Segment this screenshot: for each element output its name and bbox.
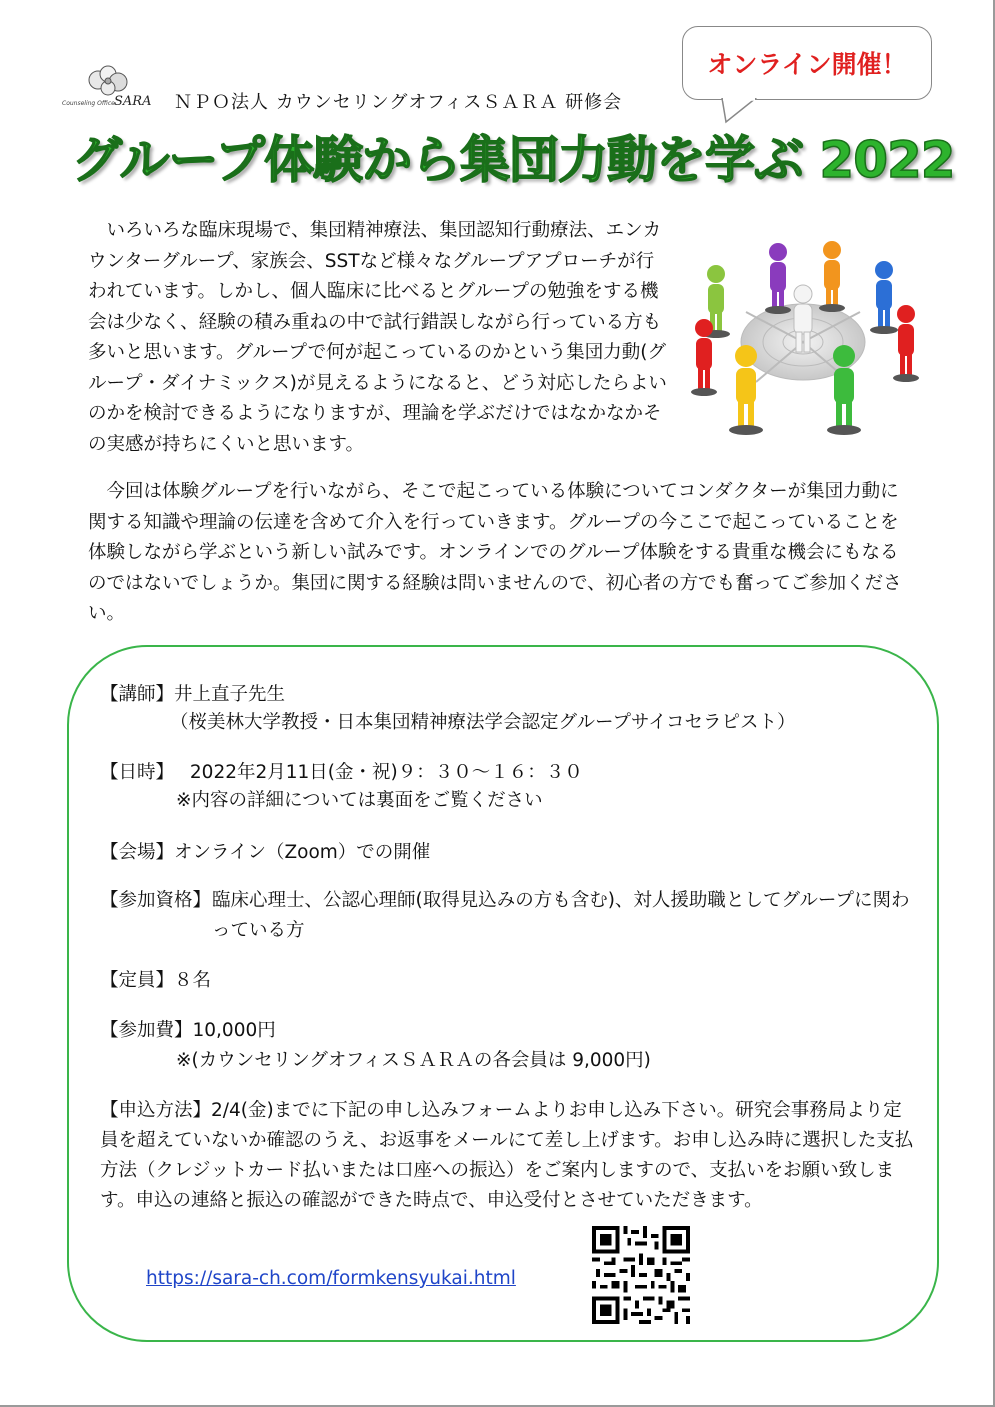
- capacity-value: ８名: [174, 970, 212, 991]
- fee-row: [100, 1016, 276, 1046]
- date-value: 2022年2月11日(金・祝)９：３０～１６：３０: [189, 762, 583, 783]
- group-people-illustration: [686, 232, 920, 450]
- eligibility-label: 【参加資格】: [100, 890, 212, 911]
- venue-label: 【会場】: [100, 842, 175, 863]
- org-title: ＮＰＯ法人 カウンセリングオフィスＳＡＲＡ 研修会: [174, 92, 623, 113]
- fee-note: ※(カウンセリングオフィスＳＡＲＡの各会員は 9,000円): [176, 1050, 651, 1071]
- apply-row: [100, 1096, 916, 1216]
- venue-value: オンライン（Zoom）での開催: [174, 842, 431, 863]
- capacity-row: [100, 966, 211, 996]
- logo-name: SARA: [114, 94, 152, 109]
- lecturer-label: 【講師】: [100, 684, 175, 705]
- capacity-label: 【定員】: [100, 970, 175, 991]
- online-bubble: オンライン開催！: [682, 26, 932, 100]
- date-label: 【日時】: [100, 762, 175, 783]
- eligibility-value: 臨床心理士、公認心理師(取得見込みの方も含む)、対人援助職としてグループに関わっている方: [212, 890, 910, 941]
- main-title: グループ体験から集団力動を学ぶ 2022: [72, 131, 955, 189]
- fee-value: 10,000円: [192, 1020, 276, 1041]
- second-paragraph: 今回は体験グループを行いながら、そこで起こっている体験についてコンダクターが集団力動に関する知識や理論の伝達を含めて介入を行っていきます。グループの今ここで起こっていることを体験しながら学ぶという新しい試みです。オンラインでのグループ体験をする貴重な機会にもなるのではないでしょうか。集団に関する経験は問いませんので、初心者の方でも奮ってご参加ください。: [88, 481, 902, 624]
- intro-paragraph: いろいろな臨床現場で、集団精神療法、集団認知行動療法、エンカウンターグループ、家族会、SSTなど様々なグループアプローチが行われています。しかし、個人臨床に比べるとグループの勉強をする機会は少なく、経験の積み重ねの中で試行錯誤しながら行っている方も多いと思います。グループで何が起こっているのかという集団力動(グループ・ダイナミックス)が見えるようになると、どう対応したらよいのかを検討できるようになりますが、理論を学ぶだけではなかなかその実感が持ちにくいと思います。: [88, 220, 667, 455]
- apply-label: 【申込方法】: [100, 1100, 212, 1121]
- lecturer-name: 井上直子先生: [174, 684, 286, 705]
- date-note: ※内容の詳細については裏面をご覧ください: [176, 790, 543, 811]
- apply-value: 2/4(金)までに下記の申し込みフォームよりお申し込み下さい。研究会事務局より定員を超えていないか確認のうえ、お返事をメールにて差し上げます。お申し込み時に選択した支払方法（クレジットカード払いまたは口座への振込）をご案内しますので、支払いをお願い致します。申込の連絡と振込の確認ができた時点で、申込受付とさせていただきます。: [100, 1100, 914, 1211]
- application-form-link[interactable]: https://sara-ch.com/formkensyukai.html: [146, 1268, 516, 1289]
- fee-label: 【参加費】: [100, 1020, 193, 1041]
- qr-code-icon[interactable]: [592, 1226, 690, 1324]
- logo-small-text: Counseling Office: [62, 100, 115, 107]
- date-row: [100, 758, 583, 788]
- venue-row: [100, 838, 430, 868]
- lecturer-affiliation: （桜美林大学教授・日本集団精神療法学会認定グループサイコセラピスト）: [170, 712, 796, 733]
- lecturer-row: [100, 680, 285, 710]
- sara-logo: [60, 62, 160, 112]
